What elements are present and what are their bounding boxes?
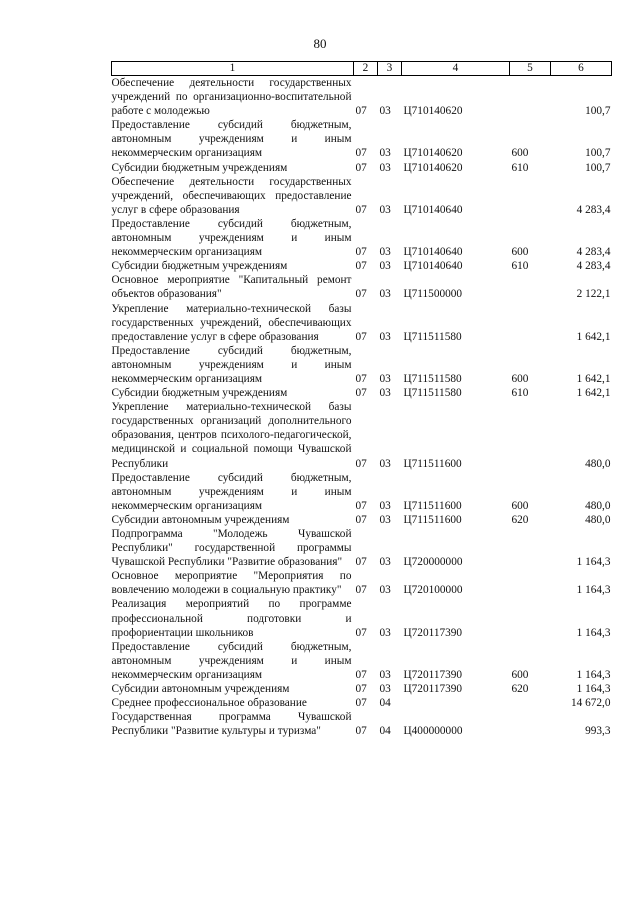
row-target-code-cell: Ц711511600	[403, 457, 462, 470]
table-row	[112, 76, 612, 119]
row-section-cell: 07	[355, 372, 367, 385]
row-target-code-cell: Ц720100000	[403, 584, 463, 597]
row-subsection-cell: 04	[379, 725, 391, 738]
row-name-cell: Реализация мероприятий по программе профессиональной подготовки и профориентации школьников	[111, 598, 352, 639]
row-expense-type-cell: 600	[511, 246, 529, 259]
row-name-cell: Основное мероприятие "Капитальный ремонт объектов образования"	[111, 274, 352, 301]
table-row	[112, 597, 612, 639]
row-subsection-cell: 03	[379, 147, 391, 160]
row-name-cell: Предоставление субсидий бюджетным, автономным учреждениям и иным некоммерческим организациям	[111, 640, 352, 681]
row-subsection-cell: 03	[379, 260, 391, 273]
row-subsection-cell: 03	[379, 584, 391, 597]
row-section-cell: 07	[355, 260, 367, 273]
row-section-cell: 07	[355, 584, 367, 597]
row-section-cell: 07	[355, 246, 367, 259]
table-row	[112, 175, 612, 217]
row-section-cell: 07	[355, 161, 367, 174]
row-target-code-cell: Ц710140640	[403, 203, 463, 216]
row-target-code-cell: Ц711511600	[403, 513, 462, 526]
row-name-cell: Основное мероприятие "Мероприятия по вовлечению молодежи в социальную практику"	[111, 570, 352, 597]
row-amount-cell: 2 122,1	[576, 288, 611, 301]
row-target-code-cell: Ц711511580	[403, 330, 462, 343]
table-row	[112, 259, 612, 273]
row-subsection-cell: 03	[379, 556, 391, 569]
row-amount-cell: 4 283,4	[576, 203, 611, 216]
row-subsection-cell: 03	[379, 288, 391, 301]
row-amount-cell: 1 164,3	[576, 584, 611, 597]
row-amount-cell: 480,0	[585, 513, 611, 526]
row-amount-cell: 993,3	[585, 725, 611, 738]
row-name-cell: Предоставление субсидий бюджетным, автономным учреждениям и иным некоммерческим организациям	[111, 471, 352, 512]
row-subsection-cell: 03	[379, 246, 391, 259]
row-target-code-cell: Ц710140620	[403, 105, 463, 118]
row-target-code-cell: Ц400000000	[403, 725, 463, 738]
row-expense-type-cell: 610	[511, 387, 529, 400]
table-row	[112, 302, 612, 344]
row-section-cell: 07	[355, 288, 367, 301]
row-name-cell: Государственная программа Чувашской Республики "Развитие культуры и туризма"	[111, 711, 352, 738]
row-subsection-cell: 03	[379, 499, 391, 512]
row-expense-type-cell: 600	[511, 668, 529, 681]
table-row	[112, 471, 612, 513]
table-row	[112, 640, 612, 682]
table-row	[112, 118, 612, 160]
table-row	[112, 386, 612, 400]
row-name-cell: Укрепление материально-технической базы государственных организаций дополнительного образования, центров психолого-педагогической, медицинской и социальной помощи Чувашской Республики	[111, 401, 352, 470]
row-target-code-cell: Ц710140620	[403, 147, 463, 160]
row-section-cell: 07	[355, 147, 367, 160]
row-name-cell: Обеспечение деятельности государственных учреждений по организационно-воспитательной работе с молодежью	[111, 77, 352, 118]
row-amount-cell: 1 164,3	[576, 556, 611, 569]
row-section-cell: 07	[355, 556, 367, 569]
header-col-5: 5	[510, 62, 551, 76]
row-expense-type-cell: 610	[511, 260, 529, 273]
row-amount-cell: 1 642,1	[576, 387, 611, 400]
row-expense-type-cell	[510, 597, 551, 639]
row-section-cell: 07	[355, 513, 367, 526]
table-row	[112, 682, 612, 696]
table-row	[112, 527, 612, 569]
header-col-6: 6	[551, 62, 612, 76]
row-section-cell: 07	[355, 457, 367, 470]
row-name-cell: Субсидии бюджетным учреждениям	[111, 387, 288, 400]
row-target-code-cell	[402, 696, 510, 710]
row-section-cell: 07	[355, 668, 367, 681]
row-expense-type-cell	[510, 175, 551, 217]
row-expense-type-cell	[510, 696, 551, 710]
row-amount-cell: 480,0	[585, 457, 611, 470]
row-expense-type-cell: 620	[511, 513, 529, 526]
row-section-cell: 07	[355, 683, 367, 696]
row-subsection-cell: 03	[379, 626, 391, 639]
row-amount-cell: 100,7	[585, 147, 611, 160]
row-amount-cell: 4 283,4	[576, 260, 611, 273]
row-subsection-cell: 03	[379, 457, 391, 470]
row-expense-type-cell	[510, 569, 551, 597]
table-row	[112, 217, 612, 259]
row-subsection-cell: 03	[379, 105, 391, 118]
row-name-cell: Предоставление субсидий бюджетным, автономным учреждениям и иным некоммерческим организациям	[111, 217, 352, 259]
row-subsection-cell: 03	[379, 668, 391, 681]
row-amount-cell: 1 164,3	[576, 668, 611, 681]
table-row	[112, 569, 612, 597]
budget-table	[111, 61, 612, 738]
table-row	[112, 400, 612, 470]
table-row	[112, 161, 612, 175]
row-name-cell: Обеспечение деятельности государственных учреждений, обеспечивающих предоставление услуг в сфере образования	[111, 175, 352, 216]
row-amount-cell: 1 642,1	[576, 330, 611, 343]
row-expense-type-cell: 600	[511, 499, 529, 512]
row-subsection-cell: 03	[379, 161, 391, 174]
row-expense-type-cell: 600	[511, 372, 529, 385]
row-expense-type-cell	[510, 710, 551, 738]
row-name-cell: Субсидии автономным учреждениям	[111, 513, 290, 526]
row-subsection-cell: 03	[379, 513, 391, 526]
row-subsection-cell: 04	[379, 697, 391, 710]
table-row	[112, 273, 612, 301]
row-subsection-cell: 03	[379, 372, 391, 385]
table-row	[112, 344, 612, 386]
row-name-cell: Субсидии бюджетным учреждениям	[111, 161, 288, 174]
row-target-code-cell: Ц720117390	[403, 683, 463, 696]
row-name-cell: Предоставление субсидий бюджетным, автономным учреждениям и иным некоммерческим организациям	[111, 344, 352, 385]
row-section-cell: 07	[355, 387, 367, 400]
row-section-cell: 07	[355, 105, 367, 118]
row-name-cell: Укрепление материально-технической базы государственных учреждений, обеспечивающих предоставление услуг в сфере образования	[111, 302, 352, 343]
row-section-cell: 07	[355, 499, 367, 512]
row-section-cell: 07	[355, 330, 367, 343]
row-section-cell: 07	[355, 725, 367, 738]
row-amount-cell: 480,0	[585, 499, 611, 512]
row-expense-type-cell	[510, 76, 551, 119]
row-expense-type-cell	[510, 527, 551, 569]
row-target-code-cell: Ц711511580	[403, 372, 462, 385]
row-amount-cell: 14 672,0	[570, 697, 611, 710]
row-subsection-cell: 03	[379, 387, 391, 400]
row-subsection-cell: 03	[379, 203, 391, 216]
header-col-1: 1	[112, 62, 354, 76]
row-name-cell: Субсидии бюджетным учреждениям	[111, 260, 288, 273]
row-expense-type-cell	[510, 400, 551, 470]
row-expense-type-cell: 620	[511, 683, 529, 696]
header-col-4: 4	[402, 62, 510, 76]
row-name-cell: Предоставление субсидий бюджетным, автономным учреждениям и иным некоммерческим организациям	[111, 119, 352, 160]
row-target-code-cell: Ц711500000	[403, 288, 463, 301]
row-section-cell: 07	[355, 626, 367, 639]
row-expense-type-cell: 600	[511, 147, 529, 160]
row-target-code-cell: Ц711511580	[403, 387, 462, 400]
row-target-code-cell: Ц720117390	[403, 668, 463, 681]
table-header-row	[112, 62, 612, 76]
row-target-code-cell: Ц711511600	[403, 499, 462, 512]
row-target-code-cell: Ц710140620	[403, 161, 463, 174]
row-expense-type-cell	[510, 273, 551, 301]
row-subsection-cell: 03	[379, 683, 391, 696]
table-row	[112, 513, 612, 527]
row-section-cell: 07	[355, 203, 367, 216]
row-expense-type-cell	[510, 302, 551, 344]
table-row	[112, 710, 612, 738]
row-name-cell: Среднее профессиональное образование	[111, 697, 307, 710]
row-target-code-cell: Ц710140640	[403, 260, 463, 273]
header-col-3: 3	[378, 62, 402, 76]
row-name-cell: Подпрограмма "Молодежь Чувашской Республики" государственной программы Чувашской Республики "Развитие образования"	[111, 528, 352, 569]
row-amount-cell: 1 642,1	[576, 372, 611, 385]
row-amount-cell: 4 283,4	[576, 246, 611, 259]
row-target-code-cell: Ц710140640	[403, 246, 463, 259]
row-name-cell: Субсидии автономным учреждениям	[111, 683, 290, 696]
row-amount-cell: 1 164,3	[576, 626, 611, 639]
table-row	[112, 696, 612, 710]
row-expense-type-cell: 610	[511, 161, 529, 174]
row-amount-cell: 100,7	[585, 161, 611, 174]
header-col-2: 2	[354, 62, 378, 76]
row-amount-cell: 100,7	[585, 105, 611, 118]
row-target-code-cell: Ц720117390	[403, 626, 463, 639]
page-number: 80	[313, 36, 327, 51]
row-subsection-cell: 03	[379, 330, 391, 343]
row-target-code-cell: Ц720000000	[403, 556, 463, 569]
row-amount-cell: 1 164,3	[576, 683, 611, 696]
row-section-cell: 07	[355, 697, 367, 710]
